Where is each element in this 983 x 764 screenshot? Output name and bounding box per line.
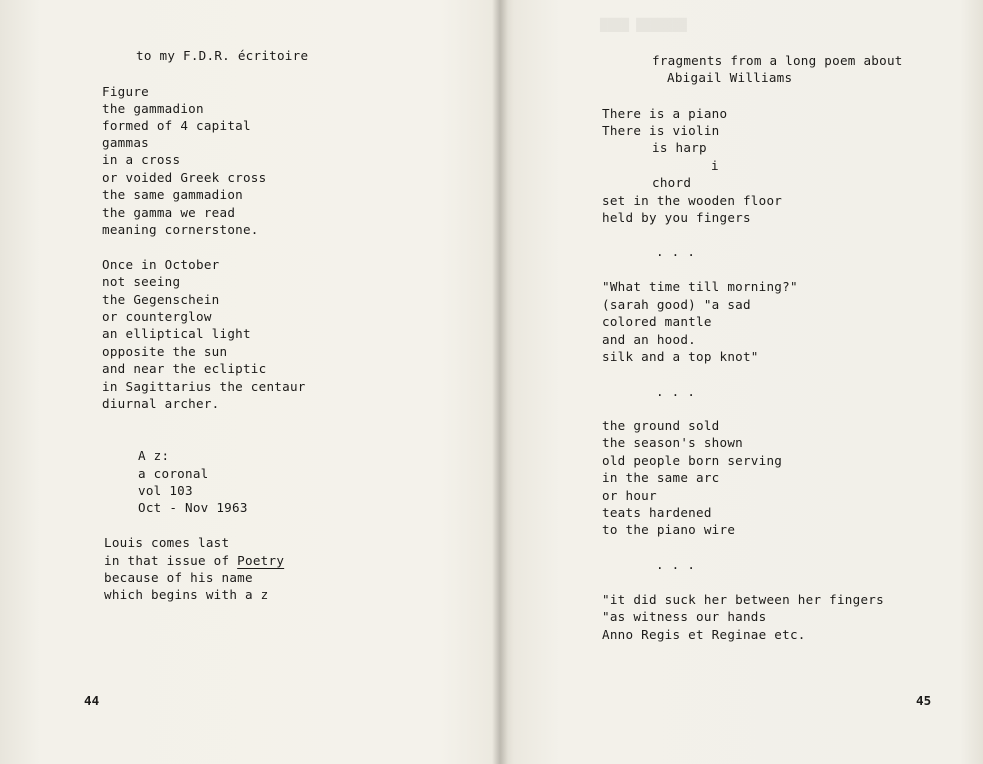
citation-line: Oct - Nov 1963 xyxy=(138,500,248,515)
poem-title-right: fragments from a long poem about xyxy=(652,53,903,68)
poem-line: There is a piano xyxy=(602,106,728,121)
poem-line: the same gammadion xyxy=(102,187,243,202)
poem-line: gammas xyxy=(102,135,149,150)
citation-line: a coronal xyxy=(138,466,209,481)
poem-line: the Gegenschein xyxy=(102,292,220,307)
poem-line: the ground sold xyxy=(602,418,720,433)
right-page xyxy=(500,0,983,764)
poem-title-right: Abigail Williams xyxy=(667,70,793,85)
page-number-left: 44 xyxy=(84,693,100,708)
poem-line xyxy=(104,553,284,569)
poem-line: silk and a top knot" xyxy=(602,349,759,364)
poem-line: in Sagittarius the centaur xyxy=(102,379,306,394)
section-ellipsis: . . . xyxy=(656,244,696,259)
poem-line: opposite the sun xyxy=(102,344,228,359)
book-gutter xyxy=(492,0,508,764)
poem-line: meaning cornerstone. xyxy=(102,222,259,237)
poem-line: to the piano wire xyxy=(602,522,736,537)
poem-line: or hour xyxy=(602,488,657,503)
poem-line: and near the ecliptic xyxy=(102,361,267,376)
poem-line: "it did suck her between her fingers xyxy=(602,592,884,607)
poem-line: There is violin xyxy=(602,123,720,138)
bleed-through-text: ████ ███████ xyxy=(600,18,687,32)
poem-line: i xyxy=(711,158,719,173)
poem-line: diurnal archer. xyxy=(102,396,220,411)
poem-line: is harp xyxy=(652,140,707,155)
poem-line: teats hardened xyxy=(602,505,712,520)
page-number-right: 45 xyxy=(916,693,932,708)
poem-title-left: to my F.D.R. écritoire xyxy=(136,48,309,63)
journal-title-underlined: Poetry xyxy=(237,553,285,568)
poem-line: (sarah good) "a sad xyxy=(602,297,751,312)
citation-line: A z: xyxy=(138,448,170,463)
section-ellipsis: . . . xyxy=(656,384,696,399)
poem-line: in a cross xyxy=(102,152,181,167)
poem-line: "What time till morning?" xyxy=(602,279,798,294)
poem-line: Once in October xyxy=(102,257,220,272)
poem-line: the season's shown xyxy=(602,435,743,450)
poem-line: because of his name xyxy=(104,570,253,585)
poem-line-part: in that issue of xyxy=(104,553,238,568)
poem-line: Figure xyxy=(102,84,149,99)
poem-line: the gamma we read xyxy=(102,205,236,220)
poem-line: chord xyxy=(652,175,692,190)
poem-line: set in the wooden floor xyxy=(602,193,783,208)
poem-line: which begins with a z xyxy=(104,587,269,602)
section-ellipsis: . . . xyxy=(656,557,696,572)
poem-line: formed of 4 capital xyxy=(102,118,251,133)
poem-line: the gammadion xyxy=(102,101,204,116)
poem-line: held by you fingers xyxy=(602,210,751,225)
poem-line: or counterglow xyxy=(102,309,212,324)
citation-line: vol 103 xyxy=(138,483,193,498)
poem-line: Louis comes last xyxy=(104,535,230,550)
poem-line: in the same arc xyxy=(602,470,720,485)
poem-line: or voided Greek cross xyxy=(102,170,267,185)
poem-line: not seeing xyxy=(102,274,181,289)
poem-line: Anno Regis et Reginae etc. xyxy=(602,627,806,642)
poem-line: colored mantle xyxy=(602,314,712,329)
poem-line: old people born serving xyxy=(602,453,783,468)
poem-line: "as witness our hands xyxy=(602,609,767,624)
poem-line: an elliptical light xyxy=(102,326,251,341)
poem-line: and an hood. xyxy=(602,332,696,347)
